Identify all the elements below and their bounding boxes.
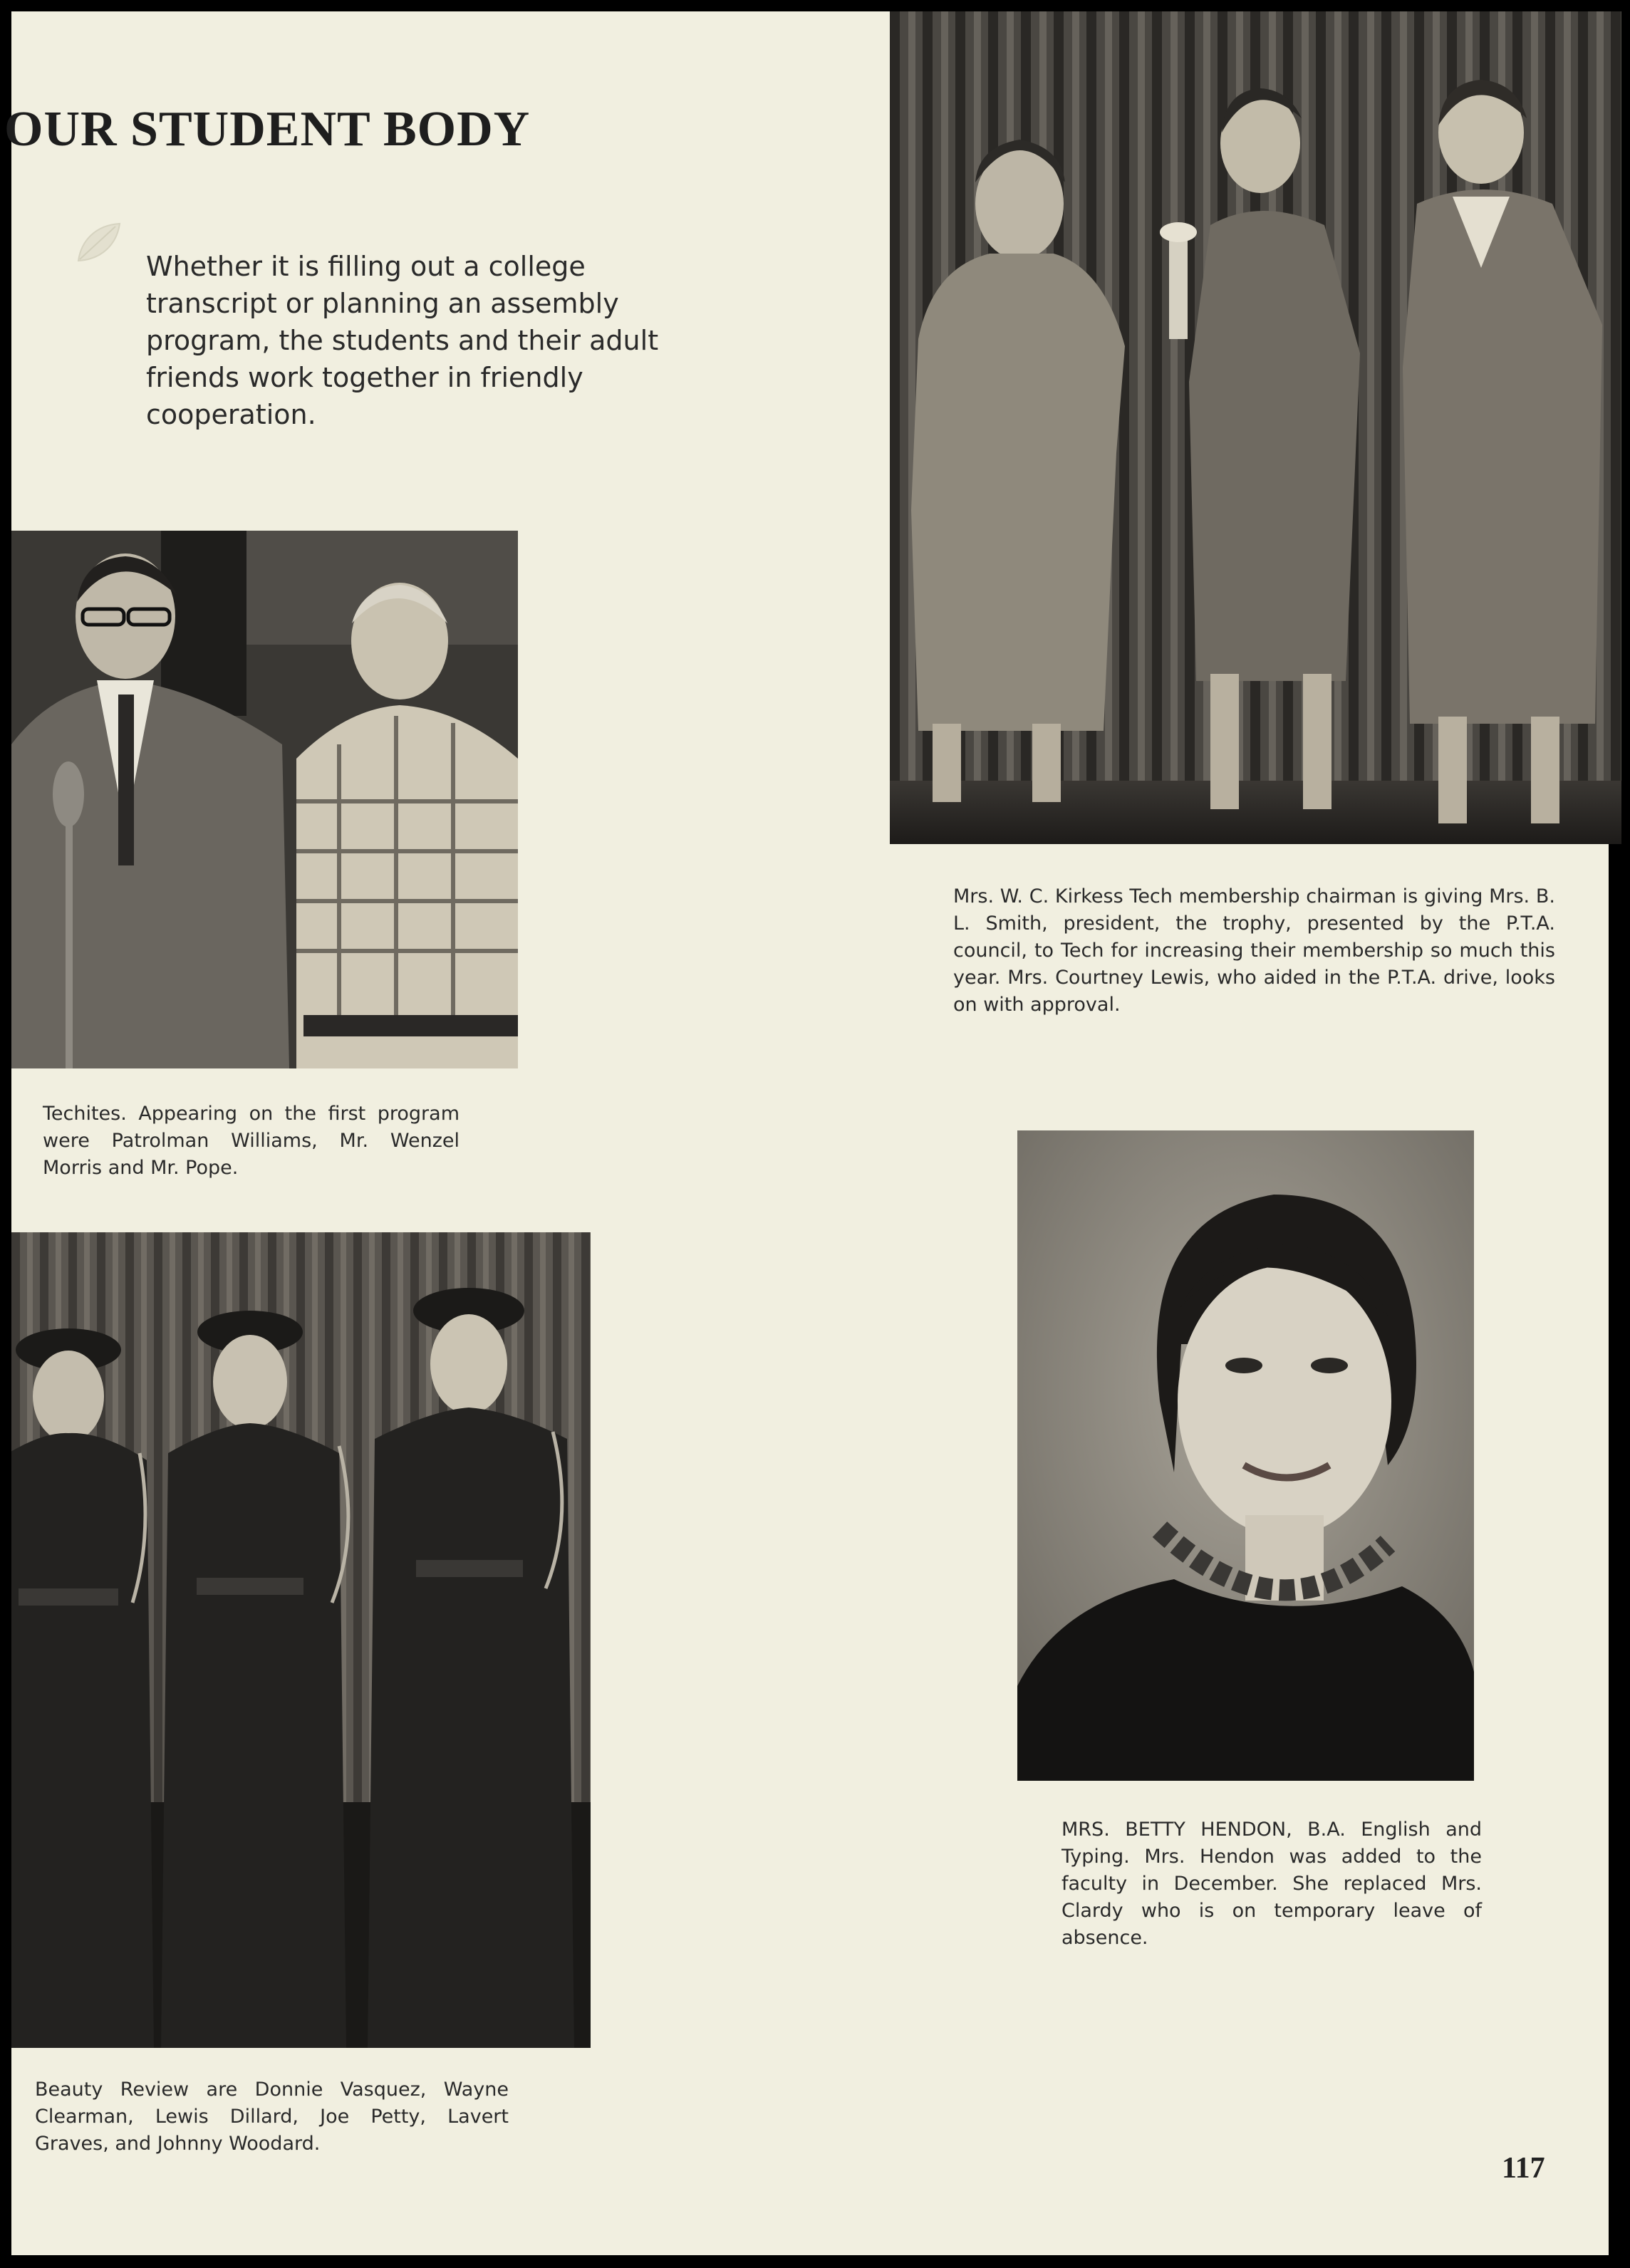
hendon-caption: MRS. BETTY HENDON, B.A. English and Typing. Mrs. Hendon was added to the faculty in December. She replaced Mrs. Clardy who is on temporary leave of absence. [1061,1819,1482,1949]
page-number: 117 [1502,2152,1545,2185]
intro-paragraph: Whether it is filling out a college transcript or planning an assembly program, the students and their adult friends work together in friendly cooperation. [146,251,659,430]
beauty-review-photo [11,1232,591,2048]
pta-trophy-caption: Mrs. W. C. Kirkess Tech membership chairman is giving Mrs. B. L. Smith, president, the trophy, presented by the P.T.A. council, to Tech for increasing their membership so much this year. Mrs. Courtney Lewis, who aided in the P.T.A. drive, looks on with approval. [953,885,1555,1016]
leaf-ornament [74,219,124,265]
beauty-review-caption: Beauty Review are Donnie Vasquez, Wayne Clearman, Lewis Dillard, Joe Petty, Lavert Graves, and Johnny Woodard. [35,2079,509,2155]
pta-trophy-photo [890,11,1621,844]
page-title: OUR STUDENT BODY [4,102,531,157]
techites-caption: Techites. Appearing on the first program were Patrolman Williams, Mr. Wenzel Morris and Mr. Pope. [43,1103,460,1179]
techites-photo [11,531,518,1068]
hendon-portrait [1017,1130,1474,1781]
